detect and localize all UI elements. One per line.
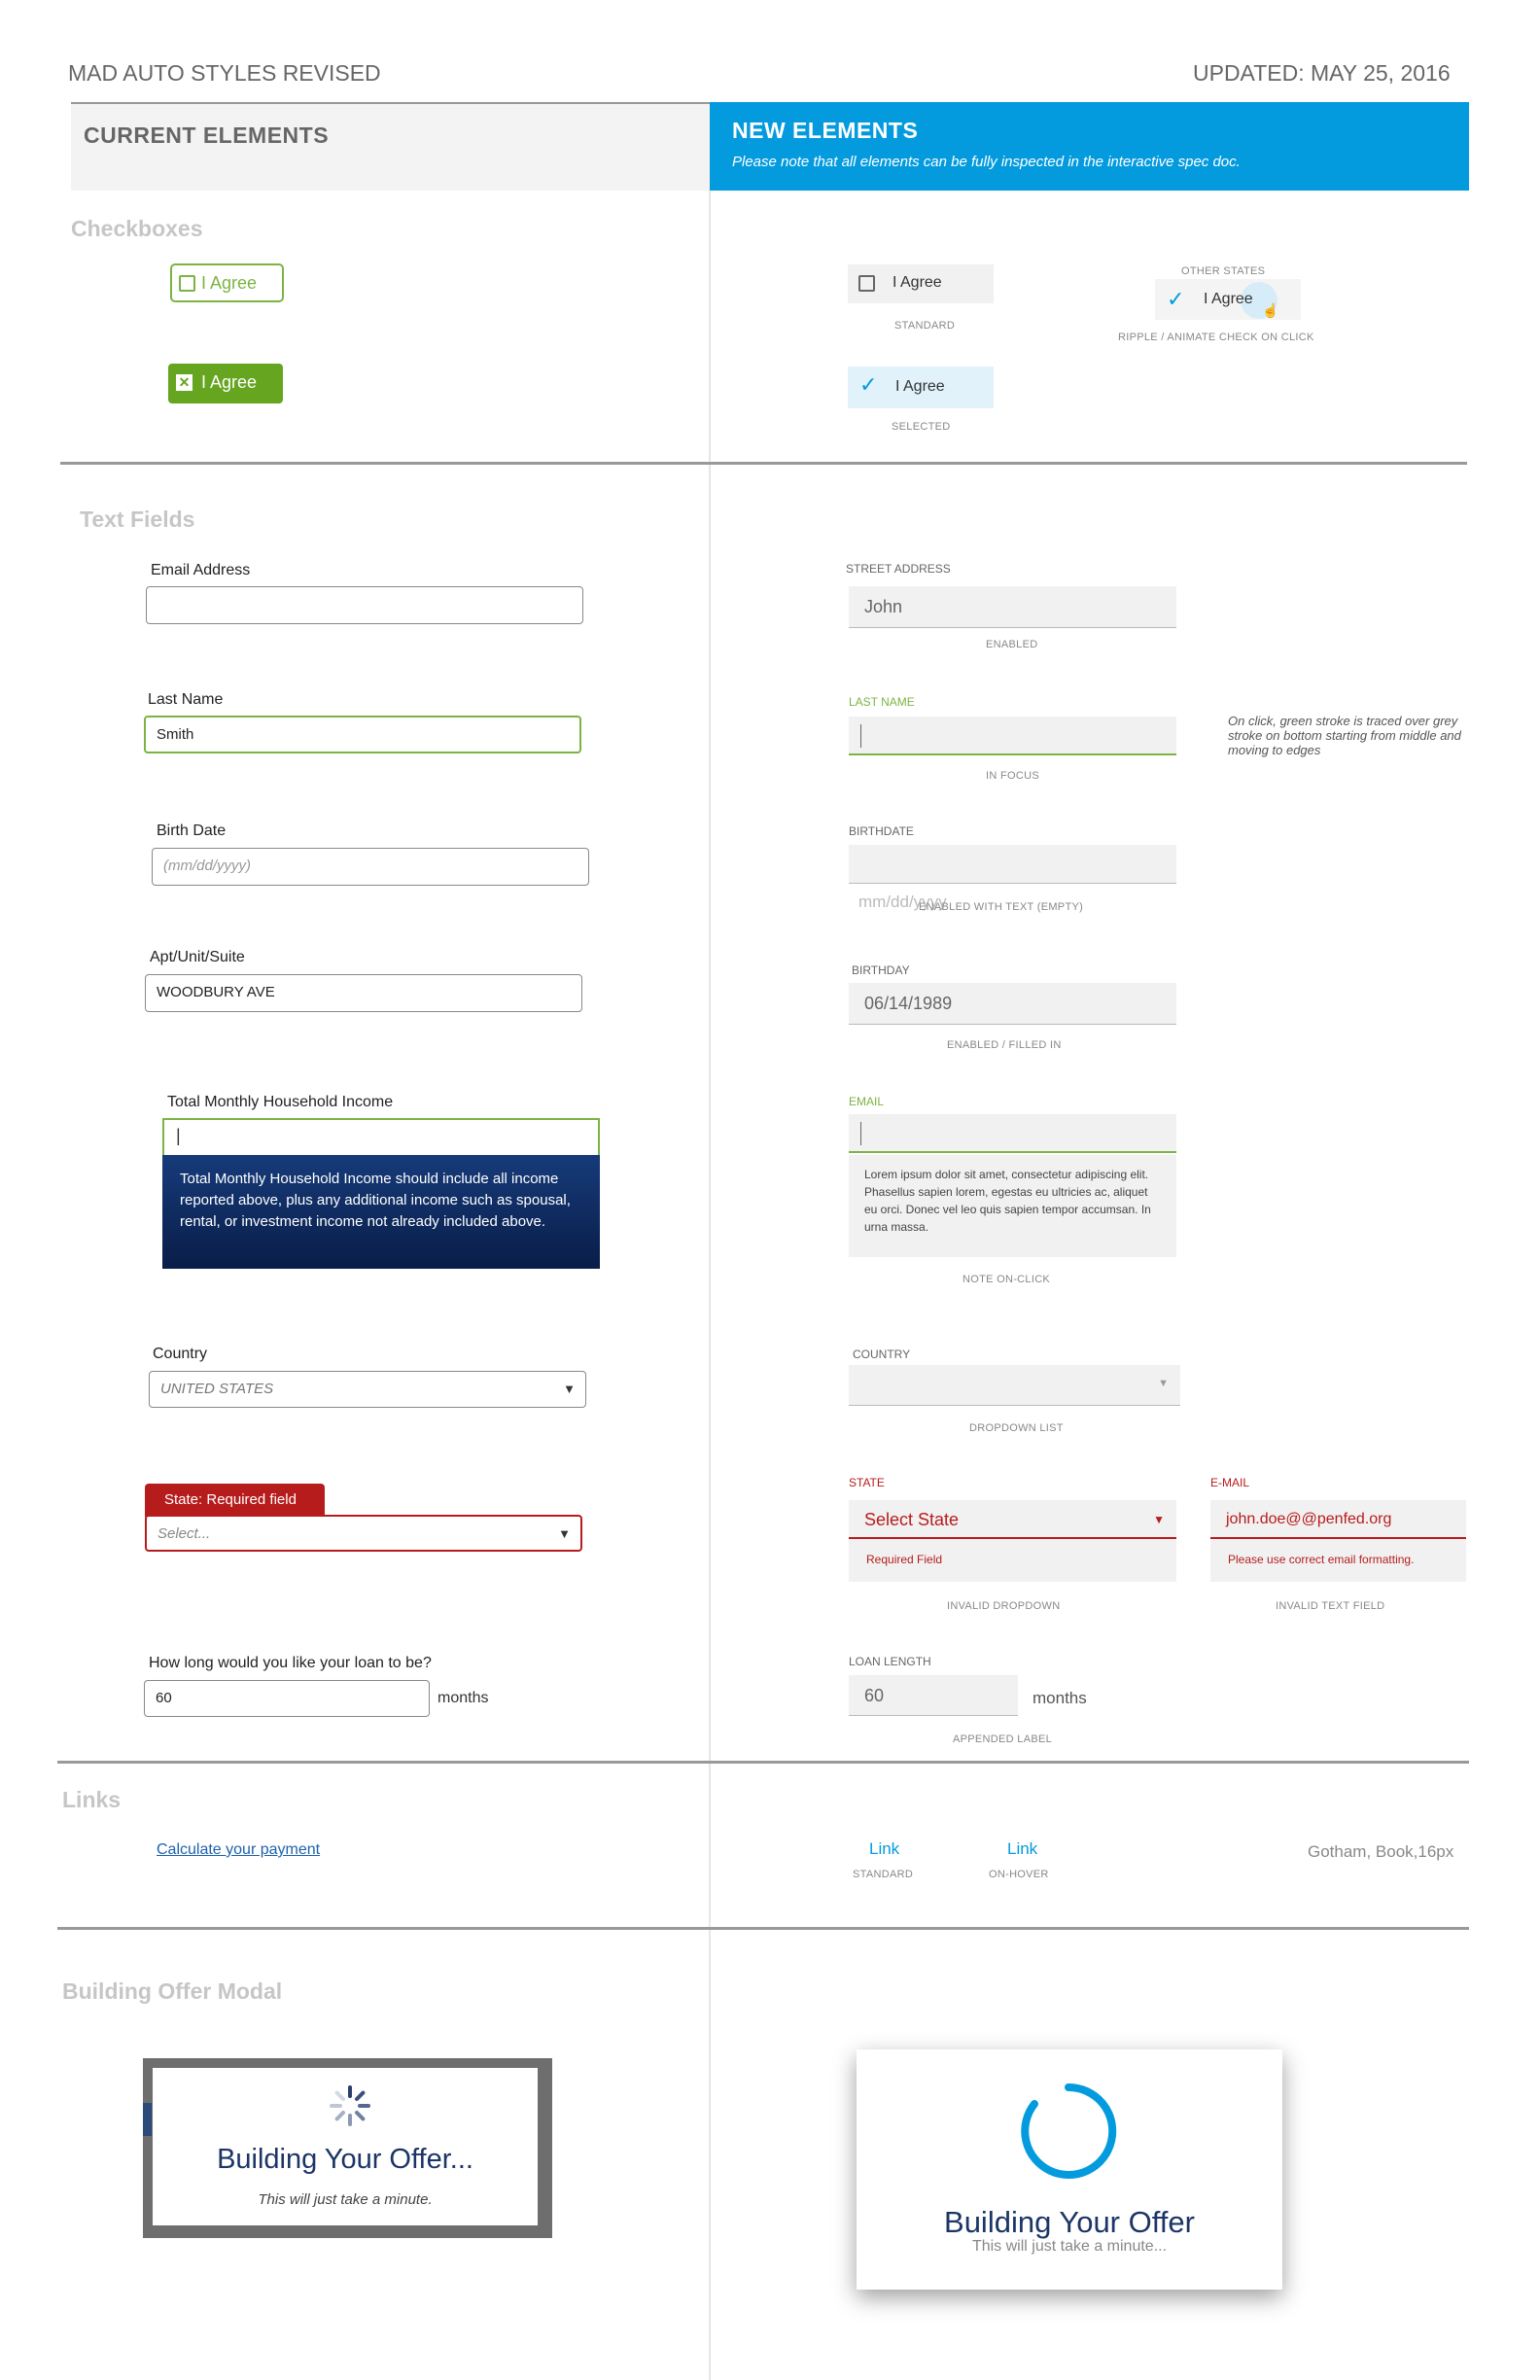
new-modal: [857, 2049, 1282, 2290]
checkbox-label: I Agree: [895, 378, 945, 395]
state-error-message: Required Field: [849, 1539, 1176, 1582]
section-divider: [57, 1761, 1469, 1764]
link-standard[interactable]: Link: [869, 1839, 900, 1858]
caption-appended-label: APPENDED LABEL: [953, 1733, 1053, 1745]
income-tooltip: Total Monthly Household Income should include all income reported above, plus any additional income such as spousal, rental, or investment income not already included above.: [162, 1155, 600, 1269]
new-modal-subtitle: This will just take a minute...: [971, 2238, 1168, 2255]
caption-link-standard: STANDARD: [853, 1869, 914, 1880]
dropdown-arrow-icon: ▼: [1153, 1513, 1165, 1526]
caption-selected: SELECTED: [892, 421, 951, 433]
new-last-name-label: LAST NAME: [849, 695, 915, 709]
current-elements-title: CURRENT ELEMENTS: [84, 122, 330, 148]
new-last-name-field[interactable]: [849, 717, 1176, 755]
country-value: UNITED STATES: [160, 1381, 274, 1397]
old-modal: [153, 2068, 538, 2225]
new-checkbox-selected[interactable]: [848, 367, 994, 408]
birth-date-label: Birth Date: [157, 822, 227, 839]
checkbox-label: I Agree: [201, 372, 258, 392]
apt-label: Apt/Unit/Suite: [150, 949, 245, 965]
old-checkbox-checked[interactable]: [168, 364, 283, 403]
section-checkboxes: Checkboxes: [71, 216, 203, 241]
caption-enabled: ENABLED: [986, 639, 1038, 650]
income-field[interactable]: |: [162, 1118, 600, 1155]
email-label: Email Address: [151, 562, 251, 578]
birthdate-placeholder: mm/dd/yyyy: [858, 892, 947, 911]
new-elements-note: Please note that all elements can be fully inspected in the interactive spec doc.: [732, 154, 1241, 170]
apt-field[interactable]: WOODBURY AVE: [145, 974, 582, 1012]
calculate-payment-link[interactable]: Calculate your payment: [157, 1841, 321, 1858]
new-email-label: EMAIL: [849, 1095, 885, 1108]
caption-note-on-click: NOTE ON-CLICK: [962, 1274, 1051, 1285]
birthday-field[interactable]: 06/14/1989: [849, 983, 1176, 1025]
caption-enabled-filled: ENABLED / FILLED IN: [947, 1039, 1062, 1051]
state-select[interactable]: [145, 1515, 582, 1552]
overlay-background-strip: [143, 2103, 152, 2136]
loan-suffix: months: [438, 1690, 489, 1706]
dropdown-arrow-icon: ▼: [1158, 1378, 1169, 1389]
caption-enabled-empty: ENABLED WITH TEXT (EMPTY): [919, 901, 1084, 913]
birthdate-label: BIRTHDATE: [849, 824, 914, 838]
email2-error-message: Please use correct email formatting.: [1210, 1539, 1466, 1582]
new-email2-field[interactable]: john.doe@@penfed.org: [1210, 1500, 1466, 1539]
spinner-icon: [328, 2083, 372, 2128]
link-hover[interactable]: Link: [1007, 1839, 1038, 1858]
new-elements-header: [710, 102, 1469, 191]
link-font-spec: Gotham, Book,16px: [1308, 1842, 1454, 1861]
email-field[interactable]: [146, 586, 583, 624]
new-loan-suffix: months: [1032, 1689, 1087, 1707]
cursor-hand-icon: ☝: [1262, 302, 1279, 318]
street-label: STREET ADDRESS: [846, 562, 951, 576]
section-divider: [60, 462, 1467, 465]
street-field[interactable]: John: [849, 586, 1176, 628]
last-name-label: Last Name: [148, 691, 224, 708]
checkbox-box-icon: [858, 275, 875, 292]
new-country-label: COUNTRY: [853, 1348, 911, 1361]
state-error-tab: State: Required field: [145, 1484, 325, 1517]
old-modal-subtitle: This will just take a minute.: [258, 2191, 433, 2208]
state-value: Select State: [864, 1510, 960, 1529]
section-modal: Building Offer Modal: [62, 1978, 283, 2004]
birthday-label: BIRTHDAY: [852, 963, 910, 977]
section-divider: [57, 1927, 1469, 1930]
new-email-field[interactable]: [849, 1114, 1176, 1153]
caption-other-states: OTHER STATES: [1181, 265, 1266, 277]
new-checkbox-ripple[interactable]: [1155, 279, 1301, 320]
focus-note: On click, green stroke is traced over grey stroke on bottom starting from middle and moving to edges: [1228, 714, 1461, 757]
state-placeholder: Select...: [158, 1525, 211, 1542]
section-links: Links: [62, 1787, 122, 1812]
email-note: Lorem ipsum dolor sit amet, consectetur adipiscing elit. Phasellus sapien lorem, egestas eu ultricies ac, aliquet eu orci. Donec vel leo quis sapien tempor accumsan. In urna massa.: [849, 1155, 1176, 1257]
dropdown-arrow-icon: ▼: [558, 1526, 571, 1541]
new-modal-title: Building Your Offer: [944, 2205, 1195, 2239]
checkbox-label: I Agree: [1204, 291, 1253, 307]
new-email2-label: E-MAIL: [1210, 1476, 1250, 1489]
new-elements-title: NEW ELEMENTS: [732, 118, 919, 143]
old-modal-title: Building Your Offer...: [217, 2144, 473, 2175]
caption-standard: STANDARD: [894, 320, 956, 332]
caption-ripple: RIPPLE / ANIMATE CHECK ON CLICK: [1118, 332, 1314, 343]
caption-dropdown-list: DROPDOWN LIST: [969, 1422, 1064, 1434]
new-state-select[interactable]: [849, 1500, 1176, 1539]
check-icon: ✓: [1167, 287, 1185, 311]
caption-invalid-dropdown: INVALID DROPDOWN: [947, 1600, 1061, 1612]
birth-date-field[interactable]: (mm/dd/yyyy): [152, 848, 589, 886]
check-x-icon: ✕: [176, 374, 192, 391]
dropdown-arrow-icon: ▼: [563, 1382, 576, 1396]
spinner-ring-icon: [1020, 2082, 1117, 2180]
new-loan-field[interactable]: 60: [849, 1675, 1018, 1716]
caption-invalid-text: INVALID TEXT FIELD: [1276, 1600, 1385, 1612]
country-label: Country: [153, 1346, 208, 1362]
text-cursor: [860, 724, 861, 748]
new-loan-label: LOAN LENGTH: [849, 1655, 931, 1668]
checkbox-label: I Agree: [892, 274, 942, 291]
old-checkbox-unchecked[interactable]: [170, 263, 284, 302]
birthdate-field[interactable]: [849, 845, 1176, 884]
column-divider: [709, 102, 711, 2380]
new-country-select[interactable]: [849, 1365, 1180, 1406]
page-title: MAD AUTO STYLES REVISED: [68, 60, 381, 86]
loan-label: How long would you like your loan to be?: [149, 1655, 432, 1671]
caption-link-hover: ON-HOVER: [989, 1869, 1049, 1880]
last-name-field[interactable]: Smith: [144, 716, 581, 753]
section-text-fields: Text Fields: [80, 507, 195, 532]
caption-in-focus: IN FOCUS: [986, 770, 1039, 782]
loan-field[interactable]: 60: [144, 1680, 430, 1717]
current-elements-header: [71, 102, 710, 191]
text-cursor: [860, 1122, 861, 1145]
new-checkbox-standard[interactable]: [848, 264, 994, 303]
checkbox-box-icon: [179, 275, 195, 292]
old-modal-overlay: [143, 2058, 552, 2238]
country-select[interactable]: [149, 1371, 586, 1408]
checkbox-label: I Agree: [201, 273, 258, 293]
new-state-label: STATE: [849, 1476, 885, 1489]
updated-date: UPDATED: MAY 25, 2016: [1193, 60, 1451, 86]
income-label: Total Monthly Household Income: [167, 1094, 394, 1110]
check-icon: ✓: [859, 372, 878, 397]
